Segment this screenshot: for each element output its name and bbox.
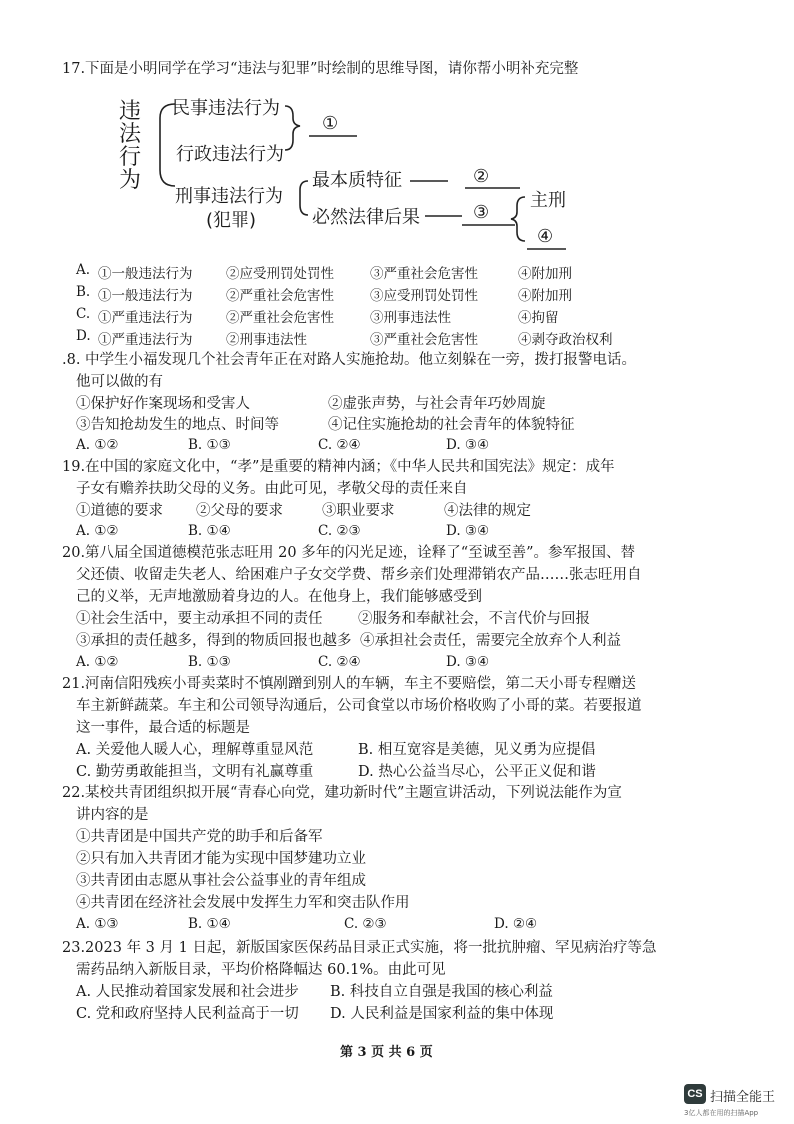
page-number: 第 3 页 共 6 页: [340, 1045, 433, 1060]
option-label: A.: [76, 262, 91, 278]
q20-option: B. ①③: [188, 654, 231, 670]
option-part: ②严重社会危害性: [226, 310, 334, 326]
mind-map-main-punishment: 主刑: [530, 190, 566, 211]
q19-option: A. ①②: [76, 523, 119, 539]
q18-item: ①保护好作案现场和受害人: [76, 396, 250, 412]
question-21-line: 这一事件，最合适的标题是: [76, 720, 250, 736]
q19-option: D. ③④: [446, 523, 490, 539]
mind-map-crime: (犯罪): [206, 210, 257, 231]
question-20-line: 己的义举，无声地激励着身边的人。在他身上，我们能够感受到: [76, 589, 482, 605]
q23-option: A. 人民推动着国家发展和社会进步: [76, 984, 299, 1000]
question-22-line: 讲内容的是: [76, 807, 149, 823]
option-part: ②应受刑罚处罚性: [226, 266, 334, 282]
question-21-line: 车主新鲜蔬菜。车主和公司领导沟通后，公司食堂以市场价格收购了小哥的菜。若要报道: [76, 698, 642, 714]
q18-option: A. ①②: [76, 437, 119, 453]
q19-item: ④法律的规定: [444, 503, 531, 519]
q20-item: ①社会生活中，要主动承担不同的责任: [76, 611, 323, 627]
question-17-stem: 17.下面是小明同学在学习“违法与犯罪”时绘制的思维导图，请你帮小明补充完整: [62, 61, 579, 77]
q21-option: B. 相互宽容是美德，见义勇为应提倡: [358, 742, 596, 758]
q20-item: ④承担社会责任，需要完全放弃个人利益: [360, 633, 621, 649]
option-part: ①一般违法行为: [98, 288, 193, 304]
q22-item: ③共青团由志愿从事社会公益事业的青年组成: [76, 873, 366, 889]
q20-item: ②服务和奉献社会，不言代价与回报: [358, 611, 590, 627]
option-label: D.: [76, 328, 91, 344]
question-20-line: 20.第八届全国道德模范张志旺用 20 多年的闪光足迹，诠释了“至诚至善”。参军报国、替: [62, 545, 636, 561]
q19-option: B. ①④: [188, 523, 231, 539]
option-part: ③刑事违法性: [370, 310, 451, 326]
question-20-line: 父还债、收留走失老人、给困难户子女交学费、帮乡亲们处理滞销农产品……张志旺用自: [76, 567, 642, 583]
mind-map-blank-1: ①: [322, 113, 339, 134]
scanner-logo-icon: CS: [684, 1084, 706, 1104]
mind-map-blank-3: ③: [473, 202, 490, 223]
q20-option: A. ①②: [76, 654, 119, 670]
option-label: C.: [76, 306, 91, 322]
q19-item: ②父母的要求: [196, 503, 283, 519]
q20-option: C. ②④: [318, 654, 361, 670]
mind-map-root: 违法行为: [118, 99, 141, 193]
option-label: B.: [76, 284, 91, 300]
scanner-app-subtitle: 3亿人都在用的扫描App: [684, 1109, 759, 1117]
q21-option: C. 勤劳勇敢能担当，文明有礼赢尊重: [76, 764, 314, 780]
q20-item: ③承担的责任越多，得到的物质回报也越多: [76, 633, 352, 649]
mind-map-consequence: 必然法律后果: [312, 207, 420, 228]
question-21-line: 21.河南信阳残疾小哥卖菜时不慎剐蹭到别人的车辆，车主不要赔偿，第二天小哥专程赠送: [62, 676, 637, 692]
q18-option: B. ①③: [188, 437, 231, 453]
option-part: ②严重社会危害性: [226, 288, 334, 304]
question-23-line: 需药品纳入新版目录，平均价格降幅达 60.1%。由此可见: [76, 962, 446, 978]
q23-option: C. 党和政府坚持人民利益高于一切: [76, 1006, 299, 1022]
question-19-line: 19.在中国的家庭文化中，“孝”是重要的精神内涵；《中华人民共和国宪法》规定：成年: [62, 459, 615, 475]
mind-map-feature: 最本质特征: [312, 170, 402, 191]
mind-map-blank-4: ④: [537, 226, 554, 247]
q18-option: C. ②④: [318, 437, 361, 453]
question-19-line: 子女有赡养扶助父母的义务。由此可见，孝敬父母的责任来自: [76, 481, 468, 497]
option-part: ②刑事违法性: [226, 332, 307, 348]
q21-option: D. 热心公益当尽心，公平正义促和谐: [358, 764, 596, 780]
q23-option: D. 人民利益是国家利益的集中体现: [330, 1006, 554, 1022]
q19-item: ①道德的要求: [76, 503, 163, 519]
option-part: ③严重社会危害性: [370, 266, 478, 282]
q19-option: C. ②③: [318, 523, 361, 539]
option-part: ①严重违法行为: [98, 310, 193, 326]
q22-item: ①共青团是中国共产党的助手和后备军: [76, 829, 323, 845]
option-part: ①一般违法行为: [98, 266, 193, 282]
option-part: ④拘留: [518, 310, 559, 326]
q18-item: ②虚张声势，与社会青年巧妙周旋: [328, 396, 546, 412]
q20-option: D. ③④: [446, 654, 490, 670]
option-part: ④附加刑: [518, 266, 572, 282]
q18-option: D. ③④: [446, 437, 490, 453]
question-18-line: 他可以做的有: [76, 374, 163, 390]
q22-item: ②只有加入共青团才能为实现中国梦建功立业: [76, 851, 366, 867]
question-18-line: .8. 中学生小福发现几个社会青年正在对路人实施抢劫。他立刻躲在一旁，拨打报警电话。: [62, 352, 637, 368]
mind-map-criminal: 刑事违法行为: [175, 186, 283, 207]
q21-option: A. 关爱他人暖人心，理解尊重显风范: [76, 742, 314, 758]
option-part: ③严重社会危害性: [370, 332, 478, 348]
option-part: ③应受刑罚处罚性: [370, 288, 478, 304]
q18-item: ④记住实施抢劫的社会青年的体貌特征: [328, 417, 575, 433]
question-23-line: 23.2023 年 3 月 1 日起，新版国家医保药品目录正式实施，将一批抗肿瘤、罕见病治疗等急: [62, 940, 657, 956]
option-part: ④附加刑: [518, 288, 572, 304]
scanner-app-title: 扫描全能王: [710, 1090, 776, 1105]
option-part: ④剥夺政治权利: [518, 332, 613, 348]
mind-map-civil: 民事违法行为: [172, 98, 280, 119]
mind-map-admin: 行政违法行为: [176, 144, 284, 165]
q22-item: ④共青团在经济社会发展中发挥生力军和突击队作用: [76, 895, 410, 911]
q22-option: A. ①③: [76, 916, 119, 932]
q22-option: D. ②④: [494, 916, 538, 932]
mind-map-blank-2: ②: [473, 166, 490, 187]
question-22-line: 22.某校共青团组织拟开展“青春心向党，建功新时代”主题宣讲活动，下列说法能作为宣: [62, 785, 622, 801]
q23-option: B. 科技自立自强是我国的核心利益: [330, 984, 553, 1000]
option-part: ①严重违法行为: [98, 332, 193, 348]
q18-item: ③告知抢劫发生的地点、时间等: [76, 417, 279, 433]
q22-option: C. ②③: [344, 916, 387, 932]
q22-option: B. ①④: [188, 916, 231, 932]
q19-item: ③职业要求: [322, 503, 395, 519]
